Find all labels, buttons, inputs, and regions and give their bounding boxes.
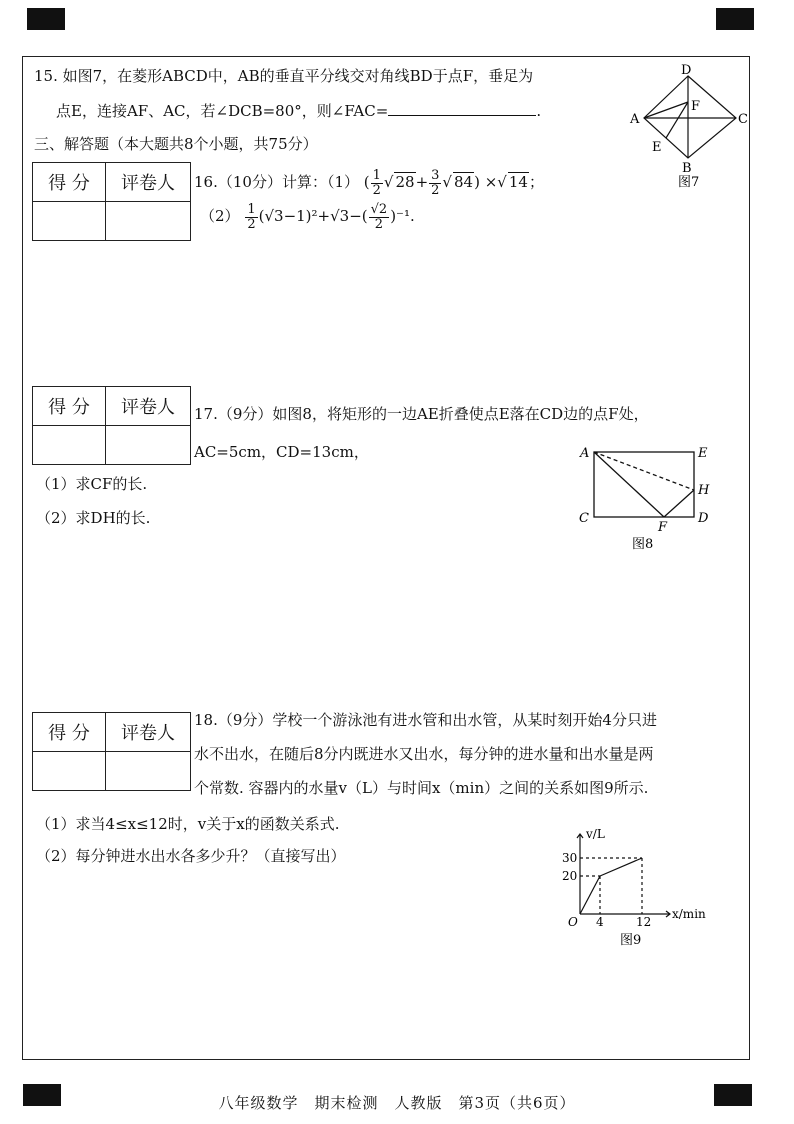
figure9-graph xyxy=(558,828,718,956)
fig7-label-a: A xyxy=(630,112,640,127)
graph-ytick-30: 30 xyxy=(562,851,578,865)
frac-den: 2 xyxy=(431,182,440,198)
frac-den: 2 xyxy=(247,216,256,232)
q16-part2 xyxy=(200,202,415,232)
q18-line3: 个常数. 容器内的水量v（L）与时间x（min）之间的关系如图9所示. xyxy=(194,779,649,797)
q16-part2-frac2 xyxy=(369,203,390,232)
q16-frac1 xyxy=(371,169,383,198)
figure7-rhombus xyxy=(628,62,752,188)
registration-mark-top-left xyxy=(27,8,65,30)
q16-part2-frac xyxy=(245,203,257,232)
q15-line2 xyxy=(56,101,541,121)
q16-radicand3: 14 xyxy=(508,173,528,191)
grader-cell[interactable] xyxy=(106,202,191,241)
figure8-rectangle xyxy=(574,440,714,552)
q18-line2: 水不出水，在随后8分内既进水又出水，每分钟的进水量和出水量是两 xyxy=(194,745,654,763)
score-table-q18 xyxy=(32,712,191,791)
q17-sub1: （1）求CF的长. xyxy=(36,475,148,493)
q16-frac2 xyxy=(429,169,441,198)
q16-lead: 16.（10分）计算：（1） xyxy=(194,173,359,191)
q16-part1: 16.（10分）计算：（1） ( $\frac{1}{2}$ √ 28+ $\frac{3}{2}$ √ 84) ×√ 14； xyxy=(194,167,544,198)
frac-den: 2 xyxy=(372,182,381,198)
q15-line2-prefix: 点E，连接AF、AC，若∠DCB=80°，则∠FAC= xyxy=(56,102,389,120)
section3-title: 三、解答题（本大题共8个小题，共75分） xyxy=(34,135,318,153)
q16-part2-expr2: )⁻¹. xyxy=(390,207,415,225)
frac-num: 3 xyxy=(431,167,440,183)
fig7-label-e: E xyxy=(652,140,662,155)
fig8-label-f: F xyxy=(658,520,668,535)
score-table-q17 xyxy=(32,386,191,465)
q17-line2: AC=5cm，CD=13cm， xyxy=(194,443,369,461)
fig8-label-e: E xyxy=(698,446,708,461)
graph-xtick-4: 4 xyxy=(596,915,604,929)
registration-mark-top-right xyxy=(716,8,754,30)
q16-end: ； xyxy=(528,173,544,191)
q15-line1: 15. 如图7，在菱形ABCD中，AB的垂直平分线交对角线BD于点F，垂足为 xyxy=(34,67,534,85)
score-label: 得 分 xyxy=(33,713,106,752)
fig8-label-a: A xyxy=(580,446,590,461)
frac-num: √2 xyxy=(370,201,388,217)
answer-blank[interactable] xyxy=(388,101,536,116)
q17-sub2: （2）求DH的长. xyxy=(36,509,151,527)
grader-label: 评卷人 xyxy=(106,387,191,426)
fig7-caption: 图7 xyxy=(678,175,700,188)
q18-sub1: （1）求当4≤x≤12时，v关于x的函数关系式. xyxy=(36,815,340,833)
graph-ylabel: v/L xyxy=(586,828,605,841)
score-label: 得 分 xyxy=(33,387,106,426)
q18-line1: 18.（9分）学校一个游泳池有进水管和出水管，从某时刻开始4分只进 xyxy=(194,711,657,729)
frac-num: 1 xyxy=(372,167,381,183)
q16-radicand2: 84 xyxy=(453,173,474,191)
q16-radicand1: 28 xyxy=(395,173,415,191)
q16-part2-expr1: (√3−1)²+√3−( xyxy=(258,207,368,225)
grader-cell[interactable] xyxy=(106,426,191,465)
fig9-caption: 图9 xyxy=(620,933,642,948)
q18-sub2: （2）每分钟进水出水各多少升？（直接写出） xyxy=(36,847,346,865)
fig8-label-c: C xyxy=(579,511,589,526)
grader-label: 评卷人 xyxy=(106,163,191,202)
score-cell[interactable] xyxy=(33,752,106,791)
score-table-q16 xyxy=(32,162,191,241)
page-footer: 八年级数学 期末检测 人教版 第3页（共6页） xyxy=(218,1094,576,1112)
grader-cell[interactable] xyxy=(106,752,191,791)
grader-label: 评卷人 xyxy=(106,713,191,752)
fig7-label-f: F xyxy=(691,99,701,114)
graph-ytick-20: 20 xyxy=(562,869,578,883)
fig7-label-b: B xyxy=(682,161,692,176)
fig8-label-h: H xyxy=(698,483,710,498)
fig7-label-d: D xyxy=(681,63,692,78)
graph-origin: O xyxy=(568,915,578,929)
q16-part2-lead: （2） xyxy=(200,207,240,225)
q15-line2-suffix: . xyxy=(536,102,542,120)
fig8-label-d: D xyxy=(698,511,709,526)
frac-num: 1 xyxy=(247,201,256,217)
q16-times: × xyxy=(484,173,498,191)
frac-den: 2 xyxy=(374,216,384,232)
graph-xtick-12: 12 xyxy=(636,915,652,929)
score-label: 得 分 xyxy=(33,163,106,202)
q16-plus: + xyxy=(415,173,429,191)
score-cell[interactable] xyxy=(33,202,106,241)
q17-line1: 17.（9分）如图8，将矩形的一边AE折叠使点E落在CD边的点F处， xyxy=(194,405,649,423)
graph-xlabel: x/min xyxy=(672,907,706,921)
fig8-caption: 图8 xyxy=(632,537,654,552)
score-cell[interactable] xyxy=(33,426,106,465)
fig7-label-c: C xyxy=(738,112,748,127)
